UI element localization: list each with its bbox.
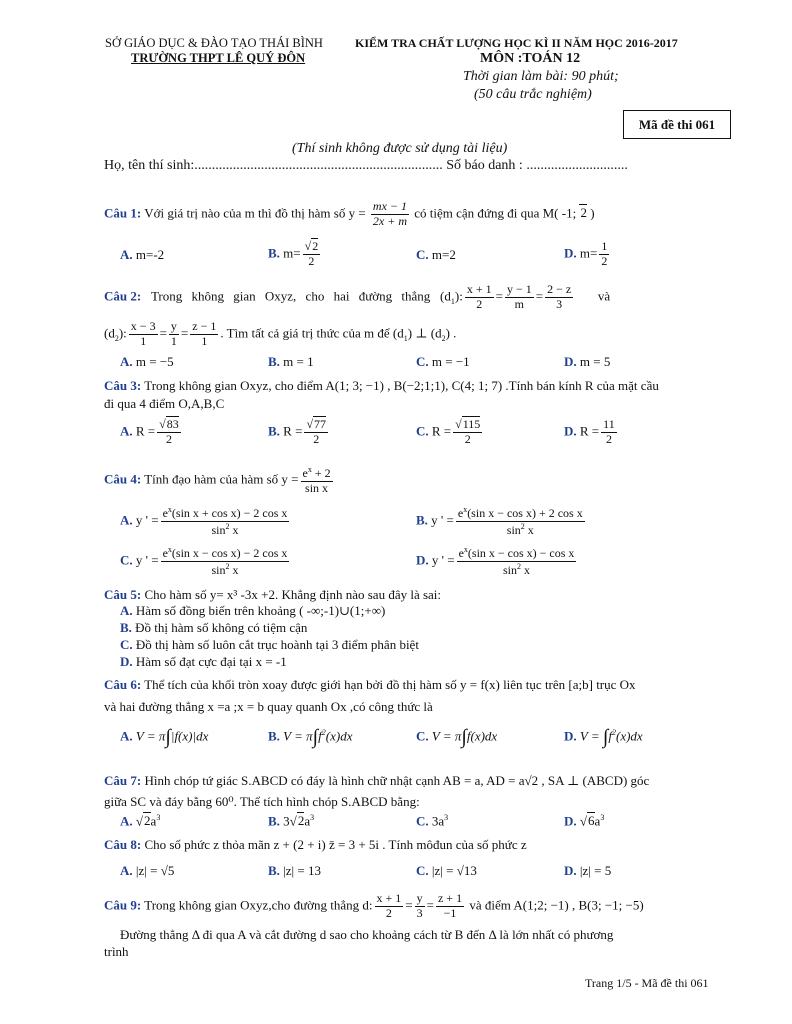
q8-option-a[interactable]: A. |z| = √5 — [120, 863, 175, 878]
q2-option-b[interactable]: B. m = 1 — [268, 354, 314, 369]
q4-option-d[interactable]: D. y ' = $\frac{e^x(\sin x - \cos x) - \cos x}{\sin^2 x}$ — [416, 545, 575, 577]
q7-option-b[interactable]: B. $3√2a^3$ — [268, 813, 315, 829]
q7-option-d[interactable]: D. $√6a^3$ — [564, 813, 605, 829]
exam-code-box: Mã đề thi 061 — [623, 110, 731, 139]
q3-option-c[interactable]: C. R = $\frac{√115}{2}$ — [416, 417, 481, 446]
q4-option-a[interactable]: A. y ' = $\frac{e^x(\sin x + \cos x) - 2 \cos x}{\sin^2 x}$ — [120, 505, 288, 537]
question-2-cont: $(d_2)$: $\frac{x - 3}{1}$ = $\frac{y}{1}$ = $\frac{z - 1}{1}$ . Tìm tất cả giá trị thức của m để $(d_1)$ ⊥ $(d_2)$ . — [104, 319, 457, 348]
q8-option-d[interactable]: D. |z| = 5 — [564, 863, 612, 878]
q1-option-a[interactable]: A. m=-2 — [120, 247, 165, 262]
question-count: (50 câu trắc nghiệm) — [474, 87, 592, 102]
q2-option-a[interactable]: A. m = −5 — [120, 354, 174, 369]
school-name: TRƯỜNG THPT LÊ QUÝ ĐÔN — [131, 51, 306, 65]
question-6: Câu 6: Thể tích của khối tròn xoay được giới hạn bởi đồ thị hàm số y = f(x) liên tục trên [a;b] trục Ox — [104, 677, 636, 692]
q7-option-c[interactable]: C. $3a^3$ — [416, 813, 449, 829]
q5-option-c[interactable]: C. Đồ thị hàm số luôn cắt trục hoành tại 3 điểm phân biệt — [120, 637, 419, 652]
time-limit: Thời gian làm bài: 90 phút; — [463, 69, 619, 84]
exam-title: KIỂM TRA CHẤT LƯỢNG HỌC KÌ II NĂM HỌC 2016-2017 — [355, 36, 678, 50]
question-1: Câu 1: Với giá trị nào của m thì đồ thị hàm số y = $\frac{mx - 1}{2x + m}$ có tiệm cận đứng đi qua M( -1; 2 ) — [104, 199, 595, 228]
q8-option-b[interactable]: B. |z| = 13 — [268, 863, 321, 878]
q3-option-b[interactable]: B. R = $\frac{√77}{2}$ — [268, 417, 327, 446]
question-6-cont: và hai đường thẳng x =a ;x = b quay quanh Ox ,có công thức là — [104, 699, 433, 714]
department: SỞ GIÁO DỤC & ĐÀO TẠO THÁI BÌNH — [105, 36, 323, 50]
question-3: Câu 3: Trong không gian Oxyz, cho điểm A(1; 3; −1) , B(−2;1;1), C(4; 1; 7) .Tính bán kính R của mặt cầu — [104, 378, 659, 393]
q1-option-b[interactable]: B. m= $\frac{√2}{2}$ — [268, 239, 319, 268]
q7-option-a[interactable]: A. $√2a^3$ — [120, 813, 161, 829]
question-5: Câu 5: Cho hàm số y= x³ -3x +2. Khẳng định nào sau đây là sai: — [104, 587, 442, 602]
question-8: Câu 8: Cho số phức z thỏa mãn z + (2 + i) z̄ = 3 + 5i . Tính môđun của số phức z — [104, 837, 527, 852]
q5-option-a[interactable]: A. Hàm số đồng biến trên khoảng ( -∞;-1)∪(1;+∞) — [120, 603, 386, 618]
q6-option-a[interactable]: A. V = π∫|f(x)|dx — [120, 726, 209, 748]
q3-option-d[interactable]: D. R = $\frac{11}{2}$ — [564, 417, 615, 446]
q2-option-c[interactable]: C. m = −1 — [416, 354, 470, 369]
question-2: Câu 2: Trong không gian Oxyz, cho hai đường thẳng $(d_1)$: $\frac{x + 1}{2}$ = $\frac{y - 1}{m}$ = $\frac{2 - z}{3}$ và — [104, 282, 611, 311]
no-materials-note: (Thí sinh không được sử dụng tài liệu) — [292, 141, 508, 156]
q6-option-b[interactable]: B. $V = \pi\int f^2(x)dx$ — [268, 726, 353, 748]
q8-option-c[interactable]: C. |z| = √13 — [416, 863, 477, 878]
q6-option-d[interactable]: D. $V = \int f^2(x)dx$ — [564, 726, 643, 748]
q6-option-c[interactable]: C. V = π∫f(x)dx — [416, 726, 498, 748]
question-7-cont: giữa SC và đáy bằng 60⁰. Thể tích hình chóp S.ABCD bằng: — [104, 794, 420, 809]
q4-option-b[interactable]: B. y ' = $\frac{e^x(\sin x - \cos x) + 2 \cos x}{\sin^2 x}$ — [416, 505, 583, 537]
q1-option-d[interactable]: D. m= $\frac{1}{2}$ — [564, 239, 608, 268]
question-3-cont: đi qua 4 điểm O,A,B,C — [104, 396, 225, 411]
q3-option-a[interactable]: A. R = $\frac{√83}{2}$ — [120, 417, 179, 446]
q2-option-d[interactable]: D. m = 5 — [564, 354, 611, 369]
candidate-line: Họ, tên thí sinh:....................................................................... Số báo danh : ............................. — [104, 158, 628, 173]
question-9: Câu 9: Trong không gian Oxyz,cho đường thẳng d: $\frac{x + 1}{2}$ = $\frac{y}{3}$ = $\frac{z + 1}{-1}$ và điểm A(1;2; −1) , B(3; −1; −5) — [104, 891, 644, 920]
q1-option-c[interactable]: C. m=2 — [416, 247, 456, 262]
question-4: Câu 4: Tính đạo hàm của hàm số y = $\frac{e^x + 2}{\text{sin x}}$ — [104, 465, 331, 495]
page-footer: Trang 1/5 - Mã đề thi 061 — [585, 976, 709, 990]
q4-option-c[interactable]: C. y ' = $\frac{e^x(\sin x - \cos x) - 2 \cos x}{\sin^2 x}$ — [120, 545, 288, 577]
subject: MÔN :TOÁN 12 — [480, 51, 581, 66]
q5-option-d[interactable]: D. Hàm số đạt cực đại tại x = -1 — [120, 654, 287, 669]
q5-option-b[interactable]: B. Đồ thị hàm số không có tiệm cận — [120, 620, 308, 635]
question-7: Câu 7: Hình chóp tứ giác S.ABCD có đáy là hình chữ nhật cạnh AB = a, AD = a√2 , SA ⊥ (ABCD) góc — [104, 773, 650, 788]
question-9-cont: Đường thẳng Δ đi qua A và cắt đường d sao cho khoảng cách từ B đến Δ là lớn nhất có phương — [120, 927, 614, 942]
question-9-cont2: trình — [104, 944, 129, 959]
